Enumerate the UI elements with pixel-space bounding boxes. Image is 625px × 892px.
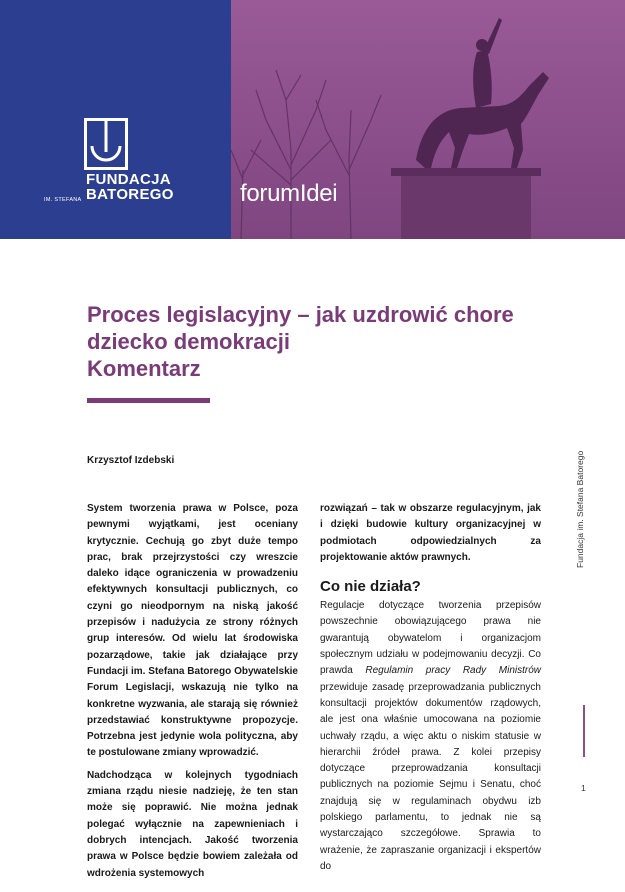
intro-continuation: rozwiązań – tak w obszarze regulacyjnym, jak i dzięki budowie kultury organizacyjnej w podmiotach odpowiedzialnych za projektowanie aktów prawnych. [320,503,541,563]
section-paragraph [320,598,541,875]
foundation-logo-icon [84,118,128,170]
section-text-b: przewiduje zasadę przeprowadzania publicznych konsultacji projektów dokumentów rządowych, ale jest ona właśnie umocowana na poziomie uchwały rządu, a więc aktu o niskim statusie w hierarchii źródeł prawa. Z kolei przepisy dotyczące przeprowadzania konsultacji publicznych na poziomie Sejmu i Senatu, choć znajdują się w regulaminach obydwu izb polskiego parlamentu, to jednak nie są wystarczająco szczegółowe. Sprawia to wrażenie, że zapraszanie organizacji i ekspertów do [320,681,541,872]
intro-paragraph-2: Nadchodząca w kolejnych tygodniach zmiana rządu niesie nadzieję, że ten stan może się poprawić. Nie można jednak polegać wyłącznie na zapewnieniach i dobrych intencjach. Jakość tworzenia prawa w Polsce będzie bowiem zależała od wdrożenia systemowych [87,769,298,879]
logo-line-1: FUNDACJA [86,171,171,188]
logo-wordmark [86,172,174,202]
sidebar-label: Fundacja im. Stefana Batorego [575,450,585,568]
logo-line-2: BATOREGO [86,186,174,203]
sidebar-rule [583,705,585,757]
left-column [87,501,298,888]
statue-photo-panel [231,0,625,239]
title-line-1: Proces legislacyjny – jak uzdrowić chore [87,302,514,327]
section-heading: Co nie działa? [320,578,421,596]
section-text-a: Regulacje dotyczące tworzenia przepisów powszechnie obowiązującego prawa nie gwarantują obywatelom i organizacjom społecznym udziału w podejmowaniu decyzji. Co prawda [320,600,541,677]
page-number: 1 [581,783,586,793]
logo-subtitle: IM. STEFANA [44,197,82,203]
title-underline [87,398,210,403]
title-line-2: dziecko demokracji [87,329,290,354]
title-line-3: Komentarz [87,356,201,381]
page-title [87,301,557,382]
author-name: Krzysztof Izdebski [87,455,175,466]
right-column [320,501,541,881]
intro-paragraph-1: System tworzenia prawa w Polsce, poza pewnymi wyjątkami, jest oceniany krytycznie. Cechują go zbyt duże tempo prac, brak przejrzystości czy wreszcie daleko idące ograniczenia w prowadzeniu efektywnych konsultacji publicznych, co czyni go nieodpornym na niską jakość przepisów i nadużycia ze strony różnych grup interesów. Od wielu lat środowiska pozarządowe, takie jak działające przy Fundacji im. Stefana Batorego Obywatelskie Forum Legislacji, wskazują nie tylko na konkretne wyzwania, ale starają się również przedstawiać konstruktywne propozycje. Potrzebna jest jedynie wola polityczna, aby te postulowane zmiany wprowadzić. [87,503,298,759]
cover-header [0,0,625,239]
regulation-title: Regulamin pracy Rady Ministrów [365,665,541,677]
series-name: forumIdei [240,180,338,207]
logo-panel [0,0,231,239]
